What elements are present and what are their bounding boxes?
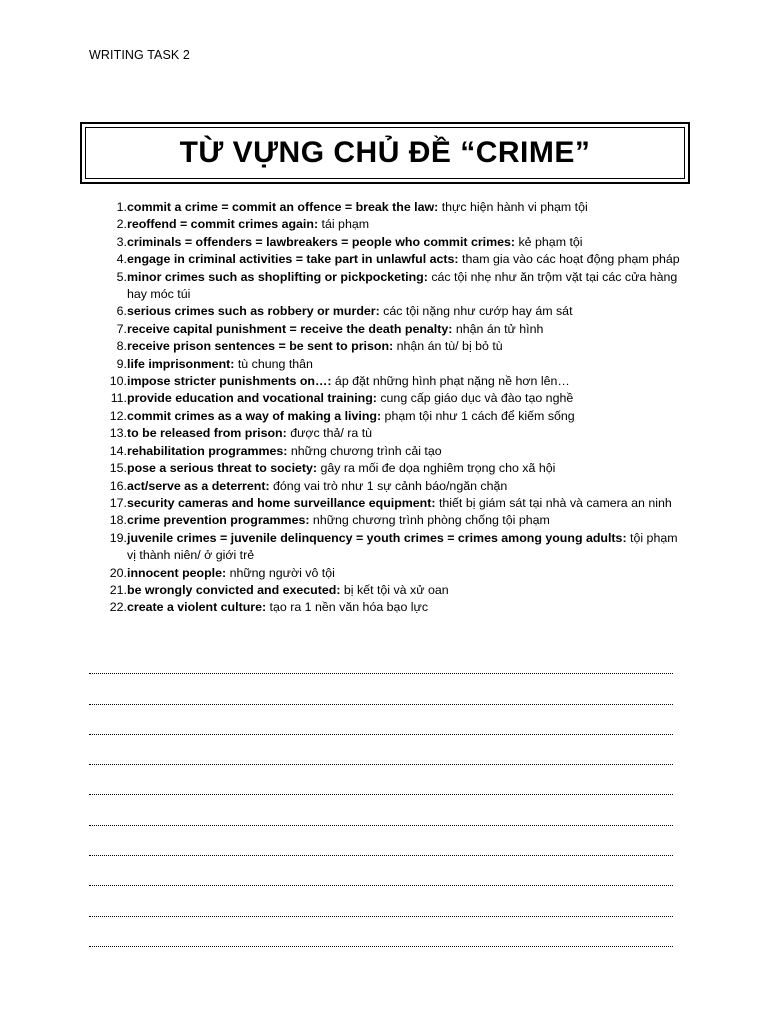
item-body xyxy=(127,512,688,529)
vocabulary-term: commit crimes as a way of making a living: xyxy=(127,408,382,423)
vocabulary-meaning: bị kết tội và xử oan xyxy=(340,582,449,597)
item-body xyxy=(127,495,688,512)
vocabulary-term: life imprisonment: xyxy=(127,356,235,371)
vocabulary-meaning: các tội nặng như cướp hay ám sát xyxy=(379,304,573,319)
item-number: 16. xyxy=(109,478,127,493)
item-number-cell xyxy=(88,460,127,477)
vocabulary-item xyxy=(88,390,688,407)
vocabulary-term: engage in criminal activities = take part in unlawful acts: xyxy=(127,252,459,267)
vocabulary-term: minor crimes such as shoplifting or pickpocketing: xyxy=(127,269,428,284)
item-body xyxy=(127,599,688,616)
writing-lines xyxy=(89,644,673,947)
vocabulary-item xyxy=(88,460,688,477)
page-header-label: WRITING TASK 2 xyxy=(89,48,190,62)
item-number-cell xyxy=(88,425,127,442)
item-number-cell xyxy=(88,443,127,460)
vocabulary-term: act/serve as a deterrent: xyxy=(127,478,270,493)
page-title: TỪ VỰNG CHỦ ĐỀ “CRIME” xyxy=(179,136,591,169)
item-number-cell xyxy=(88,199,127,216)
vocabulary-term: be wrongly convicted and executed: xyxy=(127,582,341,597)
vocabulary-meaning: đóng vai trò như 1 sự cảnh báo/ngăn chặn xyxy=(269,478,508,493)
item-number: 14. xyxy=(109,443,127,458)
vocabulary-item xyxy=(88,443,688,460)
item-number: 13. xyxy=(109,426,127,441)
vocabulary-term: receive capital punishment = receive the death penalty: xyxy=(127,321,453,336)
vocabulary-term: crime prevention programmes: xyxy=(127,513,310,528)
vocabulary-list xyxy=(88,199,688,617)
item-number-cell xyxy=(88,251,127,268)
title-inner-border xyxy=(85,127,685,179)
vocabulary-item xyxy=(88,321,688,338)
item-body xyxy=(127,390,688,407)
item-number-cell xyxy=(88,512,127,529)
item-number: 6. xyxy=(116,304,127,319)
item-number: 18. xyxy=(109,513,127,528)
item-number: 4. xyxy=(116,252,127,267)
vocabulary-item xyxy=(88,425,688,442)
dotted-writing-line xyxy=(89,765,673,795)
vocabulary-term: commit a crime = commit an offence = break the law: xyxy=(127,200,439,214)
vocabulary-item xyxy=(88,565,688,582)
vocabulary-meaning: những chương trình cải tạo xyxy=(287,443,442,458)
item-body xyxy=(127,565,688,582)
item-number-cell xyxy=(88,582,127,599)
dotted-writing-line xyxy=(89,795,673,825)
vocabulary-item xyxy=(88,356,688,373)
item-body xyxy=(127,321,688,338)
vocabulary-item xyxy=(88,599,688,616)
vocabulary-term: juvenile crimes = juvenile delinquency = youth crimes = crimes among young adults: xyxy=(127,530,627,545)
item-body xyxy=(127,582,688,599)
item-number: 7. xyxy=(116,321,127,336)
item-body xyxy=(127,303,688,320)
vocabulary-item xyxy=(88,216,688,233)
item-body xyxy=(127,338,688,355)
vocabulary-term: receive prison sentences = be sent to prison: xyxy=(127,339,394,354)
item-number-cell xyxy=(88,216,127,233)
item-number: 22. xyxy=(109,600,127,615)
item-number: 2. xyxy=(116,217,127,232)
item-number: 3. xyxy=(116,234,127,249)
vocabulary-term: pose a serious threat to society: xyxy=(127,461,318,476)
item-number: 11. xyxy=(110,391,127,406)
item-body xyxy=(127,373,688,390)
vocabulary-meaning: thực hiện hành vi phạm tội xyxy=(438,200,588,214)
vocabulary-meaning: tội phạm vị thành niên/ ở giới trẻ xyxy=(127,530,678,563)
item-body xyxy=(127,530,688,565)
vocabulary-item xyxy=(88,338,688,355)
item-body xyxy=(127,478,688,495)
vocabulary-item xyxy=(88,269,688,304)
item-number: 1. xyxy=(116,200,127,214)
vocabulary-term: serious crimes such as robbery or murder: xyxy=(127,304,380,319)
dotted-writing-line xyxy=(89,644,673,674)
vocabulary-term: rehabilitation programmes: xyxy=(127,443,288,458)
item-number-cell xyxy=(88,408,127,425)
vocabulary-meaning: tham gia vào các hoạt động phạm pháp xyxy=(458,252,680,267)
dotted-writing-line xyxy=(89,735,673,765)
title-box xyxy=(80,122,690,184)
vocabulary-meaning: gây ra mối đe dọa nghiêm trọng cho xã hội xyxy=(317,461,556,476)
dotted-writing-line xyxy=(89,886,673,916)
item-number-cell xyxy=(88,356,127,373)
item-number: 10. xyxy=(109,374,127,389)
vocabulary-item xyxy=(88,582,688,599)
dotted-writing-line xyxy=(89,856,673,886)
vocabulary-term: create a violent culture: xyxy=(127,600,267,615)
item-number-cell xyxy=(88,338,127,355)
dotted-writing-line xyxy=(89,705,673,735)
vocabulary-meaning: kẻ phạm tội xyxy=(515,234,583,249)
item-number-cell xyxy=(88,303,127,320)
dotted-writing-line xyxy=(89,826,673,856)
vocabulary-item xyxy=(88,251,688,268)
vocabulary-meaning: nhận án tù/ bị bỏ tù xyxy=(393,339,503,354)
item-number-cell xyxy=(88,269,127,304)
item-body xyxy=(127,216,688,233)
item-body xyxy=(127,425,688,442)
vocabulary-meaning: những chương trình phòng chống tội phạm xyxy=(309,513,550,528)
vocabulary-meaning: những người vô tội xyxy=(226,565,335,580)
vocabulary-meaning: thiết bị giám sát tại nhà và camera an ninh xyxy=(435,495,672,510)
vocabulary-meaning: nhận án tử hình xyxy=(452,321,544,336)
item-number-cell xyxy=(88,599,127,616)
item-number-cell xyxy=(88,321,127,338)
vocabulary-meaning: tạo ra 1 nền văn hóa bạo lực xyxy=(266,600,429,615)
item-number: 12. xyxy=(109,408,127,423)
vocabulary-meaning: các tội nhẹ như ăn trộm vặt tại các cửa hàng hay móc túi xyxy=(127,269,678,302)
vocabulary-item xyxy=(88,199,688,216)
item-number-cell xyxy=(88,390,127,407)
vocabulary-term: security cameras and home surveillance equipment: xyxy=(127,495,436,510)
vocabulary-item xyxy=(88,234,688,251)
vocabulary-term: provide education and vocational training: xyxy=(127,391,377,406)
item-body xyxy=(127,460,688,477)
vocabulary-item xyxy=(88,303,688,320)
vocabulary-meaning: tái phạm xyxy=(318,217,370,232)
vocabulary-meaning: được thả/ ra tù xyxy=(286,426,373,441)
item-number-cell xyxy=(88,530,127,565)
dotted-writing-line xyxy=(89,917,673,947)
vocabulary-meaning: áp đặt những hình phạt nặng nề hơn lên… xyxy=(331,374,570,389)
item-body xyxy=(127,269,688,304)
item-number: 21. xyxy=(109,582,127,597)
vocabulary-term: impose stricter punishments on…: xyxy=(127,374,332,389)
item-body xyxy=(127,234,688,251)
vocabulary-item xyxy=(88,530,688,565)
vocabulary-item xyxy=(88,495,688,512)
vocabulary-term: to be released from prison: xyxy=(127,426,287,441)
item-number-cell xyxy=(88,565,127,582)
vocabulary-term: criminals = offenders = lawbreakers = people who commit crimes: xyxy=(127,234,516,249)
item-body xyxy=(127,408,688,425)
vocabulary-meaning: tù chung thân xyxy=(234,356,313,371)
vocabulary-item xyxy=(88,512,688,529)
item-number: 20. xyxy=(109,565,127,580)
dotted-writing-line xyxy=(89,674,673,704)
vocabulary-term: reoffend = commit crimes again: xyxy=(127,217,319,232)
item-body xyxy=(127,199,688,216)
item-body xyxy=(127,356,688,373)
item-number: 17. xyxy=(109,495,127,510)
item-number-cell xyxy=(88,495,127,512)
vocabulary-term: innocent people: xyxy=(127,565,227,580)
item-number: 19. xyxy=(109,530,127,545)
item-number-cell xyxy=(88,234,127,251)
item-number: 8. xyxy=(116,339,127,354)
vocabulary-item xyxy=(88,373,688,390)
item-number: 9. xyxy=(116,356,127,371)
vocabulary-meaning: phạm tội như 1 cách để kiếm sống xyxy=(381,408,575,423)
item-body xyxy=(127,443,688,460)
item-number-cell xyxy=(88,478,127,495)
item-number: 15. xyxy=(109,461,127,476)
item-body xyxy=(127,251,688,268)
item-number-cell xyxy=(88,373,127,390)
vocabulary-meaning: cung cấp giáo dục và đào tạo nghề xyxy=(376,391,574,406)
vocabulary-item xyxy=(88,478,688,495)
vocabulary-item xyxy=(88,408,688,425)
item-number: 5. xyxy=(116,269,127,284)
